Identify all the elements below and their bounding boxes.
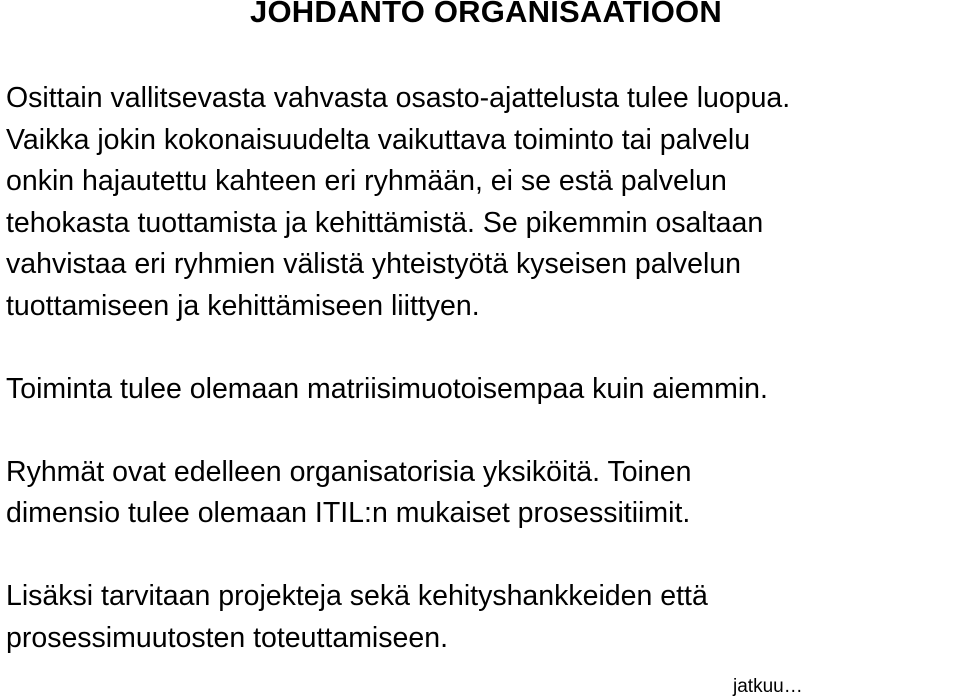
body-text <box>6 78 956 700</box>
paragraph-line: tuottamiseen ja kehittämiseen liittyen. <box>6 289 480 322</box>
paragraph-line: dimensio tulee olemaan ITIL:n mukaiset prosessitiimit. <box>6 497 691 529</box>
paragraph-2 <box>6 369 956 411</box>
paragraph-line: vahvistaa eri ryhmien välistä yhteistyötä kyseisen palvelun <box>6 248 742 280</box>
paragraph-4 <box>6 576 956 659</box>
paragraph-line: Lisäksi tarvitaan projekteja sekä kehityshankkeiden että <box>6 580 708 612</box>
paragraph-line: Osittain vallitsevasta vahvasta osasto-ajattelusta tulee luopua. <box>6 82 791 114</box>
paragraph-line: Ryhmät ovat edelleen organisatorisia yksiköitä. Toinen <box>6 455 692 488</box>
paragraph-3 <box>6 452 956 535</box>
paragraph-line: prosessimuutosten toteuttamiseen. <box>6 621 448 654</box>
paragraph-line: Toiminta tulee olemaan matriisimuotoisempaa kuin aiemmin. <box>6 372 768 405</box>
paragraph-line: Vaikka jokin kokonaisuudelta vaikuttava toiminto tai palvelu <box>6 123 751 156</box>
page-title: JOHDANTO ORGANISAATIOON <box>250 0 722 29</box>
paragraph-line: onkin hajautettu kahteen eri ryhmään, ei se estä palvelun <box>6 165 727 197</box>
continued-label: jatkuu… <box>733 676 803 697</box>
paragraph-line: tehokasta tuottamista ja kehittämistä. Se pikemmin osaltaan <box>6 206 764 239</box>
paragraph-1 <box>6 78 956 327</box>
